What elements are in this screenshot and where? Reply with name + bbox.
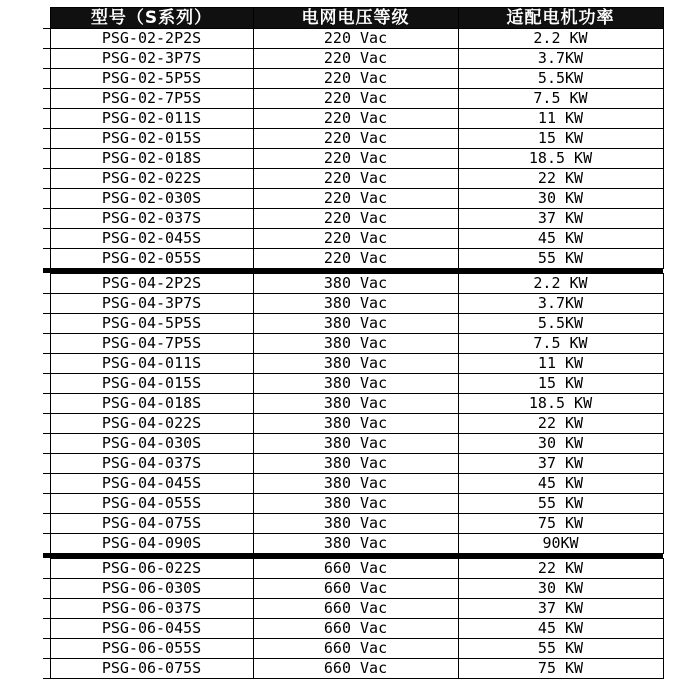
voltage-cell: 220 Vac (253, 189, 458, 209)
power-cell: 7.5 KW (458, 89, 663, 109)
row-gutter (43, 169, 50, 189)
row-gutter (43, 414, 50, 434)
row-gutter (43, 514, 50, 534)
model-cell: PSG-02-7P5S (50, 89, 253, 109)
power-cell: 55 KW (458, 639, 663, 659)
power-cell: 18.5 KW (458, 149, 663, 169)
power-cell: 37 KW (458, 599, 663, 619)
row-gutter (43, 189, 50, 209)
row-gutter (43, 559, 50, 579)
voltage-cell: 660 Vac (253, 619, 458, 639)
model-cell: PSG-02-045S (50, 229, 253, 249)
model-cell: PSG-04-022S (50, 414, 253, 434)
power-cell: 30 KW (458, 434, 663, 454)
power-cell: 15 KW (458, 374, 663, 394)
table-row (43, 514, 663, 534)
power-cell: 3.7KW (458, 49, 663, 69)
table-row (43, 454, 663, 474)
table-row (43, 579, 663, 599)
table-row (43, 149, 663, 169)
model-cell: PSG-04-7P5S (50, 334, 253, 354)
model-cell: PSG-06-022S (50, 559, 253, 579)
model-cell: PSG-04-037S (50, 454, 253, 474)
table-row (43, 494, 663, 514)
row-gutter (43, 274, 50, 294)
voltage-cell: 380 Vac (253, 494, 458, 514)
voltage-cell: 380 Vac (253, 374, 458, 394)
row-gutter (43, 29, 50, 49)
power-cell: 18.5 KW (458, 394, 663, 414)
power-cell: 75 KW (458, 514, 663, 534)
voltage-cell: 220 Vac (253, 129, 458, 149)
table-row (43, 434, 663, 454)
model-cell: PSG-02-037S (50, 209, 253, 229)
voltage-cell: 380 Vac (253, 334, 458, 354)
power-cell: 5.5KW (458, 69, 663, 89)
power-cell: 7.5 KW (458, 334, 663, 354)
table-row (43, 189, 663, 209)
power-cell: 15 KW (458, 129, 663, 149)
row-gutter (43, 89, 50, 109)
spec-table-wrap (43, 7, 664, 679)
row-gutter (43, 229, 50, 249)
model-cell: PSG-06-045S (50, 619, 253, 639)
table-row (43, 474, 663, 494)
voltage-cell: 220 Vac (253, 229, 458, 249)
row-gutter (43, 149, 50, 169)
model-cell: PSG-02-018S (50, 149, 253, 169)
voltage-cell: 660 Vac (253, 639, 458, 659)
row-gutter (43, 599, 50, 619)
row-gutter (43, 434, 50, 454)
voltage-cell: 220 Vac (253, 149, 458, 169)
model-cell: PSG-04-5P5S (50, 314, 253, 334)
power-cell: 55 KW (458, 494, 663, 514)
row-gutter (43, 49, 50, 69)
model-cell: PSG-04-3P7S (50, 294, 253, 314)
voltage-cell: 220 Vac (253, 29, 458, 49)
table-row (43, 659, 663, 679)
voltage-cell: 380 Vac (253, 454, 458, 474)
row-gutter (43, 69, 50, 89)
model-cell: PSG-06-055S (50, 639, 253, 659)
model-cell: PSG-04-030S (50, 434, 253, 454)
row-gutter (43, 294, 50, 314)
row-gutter (43, 579, 50, 599)
row-gutter (43, 474, 50, 494)
power-cell: 45 KW (458, 619, 663, 639)
table-row (43, 599, 663, 619)
table-row (43, 274, 663, 294)
table-row (43, 354, 663, 374)
table-row (43, 534, 663, 554)
table-row (43, 69, 663, 89)
model-cell: PSG-02-055S (50, 249, 253, 269)
model-cell: PSG-04-015S (50, 374, 253, 394)
spec-table (43, 7, 664, 679)
voltage-cell: 380 Vac (253, 274, 458, 294)
voltage-cell: 220 Vac (253, 89, 458, 109)
voltage-cell: 220 Vac (253, 109, 458, 129)
row-gutter (43, 334, 50, 354)
table-row (43, 249, 663, 269)
table-row (43, 169, 663, 189)
table-row (43, 294, 663, 314)
row-gutter (43, 209, 50, 229)
power-cell: 2.2 KW (458, 274, 663, 294)
model-cell: PSG-02-011S (50, 109, 253, 129)
voltage-cell: 660 Vac (253, 579, 458, 599)
power-cell: 2.2 KW (458, 29, 663, 49)
column-header-power: 适配电机功率 (458, 8, 663, 29)
voltage-cell: 380 Vac (253, 534, 458, 554)
power-cell: 22 KW (458, 414, 663, 434)
voltage-cell: 220 Vac (253, 49, 458, 69)
table-row (43, 129, 663, 149)
row-gutter (43, 534, 50, 554)
table-row (43, 559, 663, 579)
row-gutter (43, 639, 50, 659)
table-row (43, 414, 663, 434)
voltage-cell: 660 Vac (253, 659, 458, 679)
power-cell: 3.7KW (458, 294, 663, 314)
table-row (43, 314, 663, 334)
table-row (43, 619, 663, 639)
power-cell: 30 KW (458, 189, 663, 209)
voltage-cell: 380 Vac (253, 394, 458, 414)
table-row (43, 229, 663, 249)
power-cell: 5.5KW (458, 314, 663, 334)
model-cell: PSG-02-3P7S (50, 49, 253, 69)
power-cell: 75 KW (458, 659, 663, 679)
header-row (43, 8, 663, 29)
model-cell: PSG-02-5P5S (50, 69, 253, 89)
table-row (43, 394, 663, 414)
power-cell: 22 KW (458, 169, 663, 189)
row-gutter (43, 619, 50, 639)
row-gutter (43, 314, 50, 334)
power-cell: 37 KW (458, 454, 663, 474)
row-gutter (43, 109, 50, 129)
model-cell: PSG-02-030S (50, 189, 253, 209)
row-gutter (43, 454, 50, 474)
model-cell: PSG-02-015S (50, 129, 253, 149)
table-row (43, 374, 663, 394)
model-cell: PSG-06-037S (50, 599, 253, 619)
model-cell: PSG-02-2P2S (50, 29, 253, 49)
power-cell: 30 KW (458, 579, 663, 599)
model-cell: PSG-04-090S (50, 534, 253, 554)
power-cell: 90KW (458, 534, 663, 554)
model-cell: PSG-06-030S (50, 579, 253, 599)
column-header-model: 型号（S系列） (50, 8, 253, 29)
table-row (43, 209, 663, 229)
row-gutter (43, 494, 50, 514)
model-cell: PSG-04-018S (50, 394, 253, 414)
row-gutter (43, 249, 50, 269)
column-header-voltage: 电网电压等级 (253, 8, 458, 29)
table-row (43, 639, 663, 659)
voltage-cell: 380 Vac (253, 294, 458, 314)
voltage-cell: 380 Vac (253, 474, 458, 494)
voltage-cell: 380 Vac (253, 354, 458, 374)
row-gutter (43, 659, 50, 679)
power-cell: 22 KW (458, 559, 663, 579)
power-cell: 37 KW (458, 209, 663, 229)
power-cell: 11 KW (458, 354, 663, 374)
power-cell: 55 KW (458, 249, 663, 269)
power-cell: 11 KW (458, 109, 663, 129)
row-gutter (43, 394, 50, 414)
model-cell: PSG-04-045S (50, 474, 253, 494)
row-gutter (43, 374, 50, 394)
voltage-cell: 660 Vac (253, 559, 458, 579)
voltage-cell: 380 Vac (253, 314, 458, 334)
voltage-cell: 220 Vac (253, 69, 458, 89)
voltage-cell: 220 Vac (253, 249, 458, 269)
voltage-cell: 380 Vac (253, 434, 458, 454)
table-row (43, 334, 663, 354)
model-cell: PSG-04-055S (50, 494, 253, 514)
power-cell: 45 KW (458, 229, 663, 249)
model-cell: PSG-02-022S (50, 169, 253, 189)
model-cell: PSG-06-075S (50, 659, 253, 679)
voltage-cell: 220 Vac (253, 209, 458, 229)
voltage-cell: 660 Vac (253, 599, 458, 619)
voltage-cell: 220 Vac (253, 169, 458, 189)
voltage-cell: 380 Vac (253, 414, 458, 434)
row-gutter (43, 129, 50, 149)
model-cell: PSG-04-075S (50, 514, 253, 534)
table-row (43, 29, 663, 49)
model-cell: PSG-04-2P2S (50, 274, 253, 294)
header-gutter (43, 8, 50, 29)
row-gutter (43, 354, 50, 374)
voltage-cell: 380 Vac (253, 514, 458, 534)
table-row (43, 109, 663, 129)
model-cell: PSG-04-011S (50, 354, 253, 374)
table-row (43, 89, 663, 109)
power-cell: 45 KW (458, 474, 663, 494)
table-row (43, 49, 663, 69)
